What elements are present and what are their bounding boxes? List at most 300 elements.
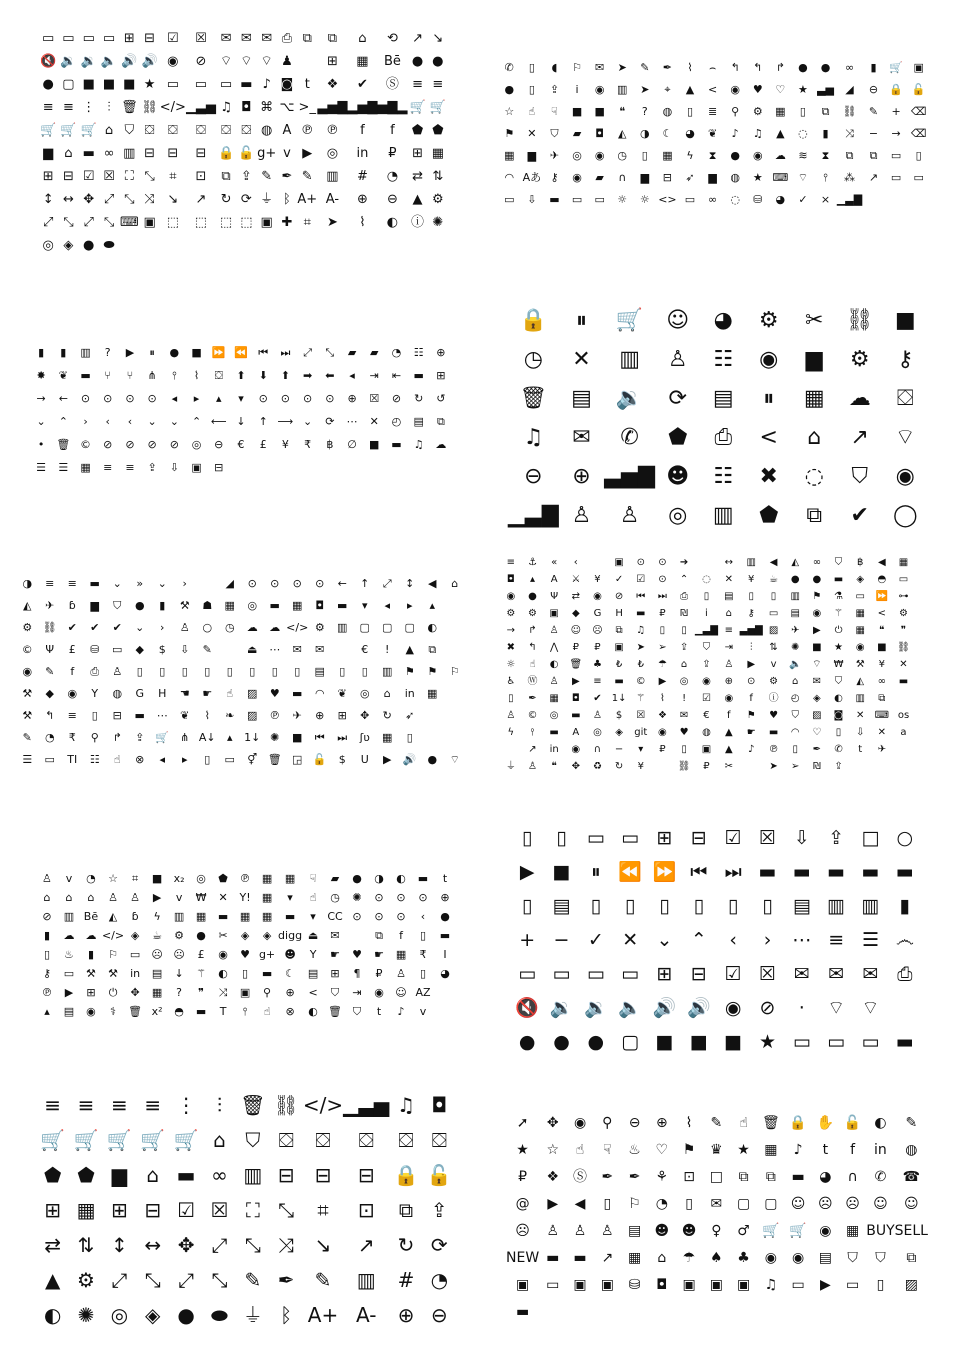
- code-icon: </>: [286, 621, 309, 634]
- user-md-icon: ♙: [549, 624, 559, 636]
- sort-numeric-icon: 1↓: [244, 731, 261, 744]
- scissors-icon: ✂: [218, 928, 228, 942]
- square-icon: ■: [812, 641, 822, 653]
- apps-icon: ▦: [775, 104, 786, 118]
- pencil-icon: ✎: [261, 168, 273, 184]
- square-icon: ■: [292, 731, 303, 744]
- key-icon: ⚷: [747, 607, 755, 619]
- graduation-cap-icon: ▲: [724, 743, 733, 755]
- file-download-icon: ▯: [727, 894, 739, 917]
- quote-icon: ❞: [900, 624, 907, 636]
- sword-icon: ⚔: [571, 573, 581, 585]
- infinity-icon: ∞: [708, 192, 718, 206]
- align-center-icon: ≡: [593, 675, 602, 687]
- spacer-icon: [331, 642, 354, 657]
- copyright-icon: ©: [21, 643, 33, 656]
- more-vertical-icon: ⋮: [176, 1093, 197, 1117]
- copy-icon: ⧉: [327, 30, 338, 46]
- contrast-icon: ◑: [22, 577, 33, 590]
- linkedin-icon: in: [356, 145, 369, 161]
- external-link-icon: ⧉: [428, 643, 437, 656]
- bar-chart-icon: ▃▅▇: [604, 464, 656, 489]
- location-icon: ◉: [812, 607, 822, 619]
- person-icon: ♙: [667, 347, 688, 372]
- facebook-icon: f: [360, 122, 365, 138]
- resize-vertical-icon: ↕: [111, 1233, 128, 1257]
- check-icon: ✓: [587, 928, 604, 951]
- github-icon: ◉: [658, 726, 667, 738]
- chevron-right-icon: ›: [763, 928, 772, 951]
- chevron-down-icon: ⌄: [147, 414, 157, 428]
- signal-icon: ▁▃▅: [343, 1093, 390, 1117]
- tablet-icon: ▯: [406, 731, 413, 744]
- pound-icon: £: [197, 947, 205, 961]
- send-icon: ➤: [769, 760, 778, 772]
- star-icon: ★: [758, 1030, 777, 1053]
- truck-icon: ▬: [614, 675, 624, 687]
- double-chevron-right-icon: »: [136, 577, 144, 590]
- contact-icon: ▣: [682, 1277, 696, 1293]
- dribbble-icon: ◍: [905, 1142, 918, 1158]
- joomla-icon: ✕: [855, 709, 865, 721]
- hierarchy-icon: ⋔: [147, 368, 157, 382]
- envelope-icon: ✉: [330, 928, 340, 942]
- window-add-icon: ⊞: [123, 30, 135, 46]
- car-icon: ▬: [284, 909, 296, 923]
- arrow-circle-icon: ⊙: [396, 890, 406, 904]
- rupee-icon: ₹: [419, 947, 427, 961]
- feather-icon: ✒: [628, 1169, 641, 1185]
- italic-icon: I: [443, 947, 447, 961]
- document-icon: ▤: [712, 386, 734, 411]
- file-code-icon: ▯: [748, 590, 754, 602]
- magic-icon: ⚚: [834, 607, 844, 619]
- align-right-icon: ≡: [62, 99, 74, 115]
- align-justify-icon: ≡: [44, 1093, 62, 1117]
- plug-icon: ⏚: [505, 760, 516, 772]
- target-icon: ◎: [42, 237, 54, 253]
- no-phone-icon: ⊘: [169, 437, 179, 451]
- trash-icon: 🗑: [128, 1004, 143, 1018]
- swap-icon: ⇄: [412, 168, 423, 184]
- graduation-cap-icon: ▲: [724, 726, 733, 738]
- crop-icon: ⌗: [317, 1198, 329, 1222]
- yen-icon: ¥: [748, 573, 755, 585]
- align-center-icon: ≡: [42, 99, 54, 115]
- terminal-icon: >_: [298, 99, 316, 115]
- hashtag-icon: #: [397, 1268, 415, 1292]
- volume-up-icon: 🔉: [549, 996, 574, 1019]
- ticket-icon: ▰: [347, 345, 357, 359]
- tint-icon: ●: [352, 871, 362, 885]
- heart-icon: ♡: [655, 1142, 669, 1158]
- notebook-icon: ▤: [571, 386, 592, 411]
- minus-circle-icon: ⊖: [868, 82, 879, 96]
- monitor-upload-icon: ⇪: [828, 826, 845, 849]
- share-icon: <: [759, 425, 778, 450]
- bomb-icon: ●: [134, 599, 145, 612]
- beach-icon: ☂: [682, 1250, 696, 1266]
- keyboard-icon: ⌨: [772, 170, 789, 184]
- trend-up-icon: ↗: [412, 30, 423, 46]
- waves-icon: ≋: [798, 148, 808, 162]
- money-icon: ▬: [134, 709, 145, 722]
- eye-icon: ◉: [724, 692, 734, 704]
- drops-icon: ⁂: [844, 170, 856, 184]
- youtube-icon: ▶: [302, 145, 313, 161]
- basket-check-icon: ⛋: [221, 122, 232, 138]
- battery-half-icon: ▭: [219, 76, 233, 92]
- send-o-icon: ➢: [658, 641, 667, 653]
- media-icon: ▣: [709, 1277, 723, 1293]
- file-video-icon: ▯: [339, 665, 346, 678]
- facebook-icon: f: [70, 665, 75, 678]
- check-square-icon: ☑: [177, 1198, 196, 1222]
- globe-icon: ◍: [662, 104, 673, 118]
- yen-icon: ¥: [594, 573, 601, 585]
- external-link-icon: ⧉: [375, 928, 383, 942]
- anchor-icon: ⚓: [528, 556, 537, 568]
- arrow-up-circle-icon: ⊙: [247, 577, 257, 590]
- chat-dots-icon: ●: [432, 53, 444, 69]
- map-icon: ▥: [617, 82, 628, 96]
- monitor-check-icon: ☑: [724, 826, 742, 849]
- pen-icon: ✒: [281, 168, 293, 184]
- music-icon: ♪: [731, 126, 739, 140]
- car-icon: ▬: [337, 599, 348, 612]
- arrow-up-icon: ⬆: [236, 368, 246, 382]
- phone-icon: ✆: [504, 60, 514, 74]
- arrow-down-right-icon: ↘: [167, 191, 179, 207]
- forward-icon: ↱: [775, 60, 785, 74]
- crop-icon: ⌗: [303, 214, 311, 230]
- refresh-icon: ↻: [414, 391, 424, 405]
- icon-sheet-panel-5: [16, 576, 466, 767]
- arrow-left-circle-icon: ←: [58, 391, 68, 405]
- gauge-icon: ◠: [504, 170, 515, 184]
- file-excel-icon: ▯: [770, 590, 777, 602]
- key-icon: ⚷: [550, 170, 559, 184]
- trash-icon: 🗑: [240, 1093, 266, 1117]
- print-icon: ⎙: [281, 30, 293, 46]
- linkedin-icon: in: [404, 687, 415, 700]
- area-chart-icon: ◢: [225, 577, 234, 590]
- calculator-icon: ▦: [898, 556, 909, 568]
- mail-forward-icon: ↱: [528, 624, 537, 636]
- yen-icon: ¥: [878, 658, 886, 670]
- life-ring-icon: ◎: [359, 687, 370, 700]
- pen-icon: ✒: [277, 1268, 295, 1292]
- group-icon: ☻: [666, 464, 690, 489]
- basket-icon: ⛋: [214, 368, 223, 382]
- bookmark-icon: ▮: [38, 345, 45, 359]
- caret-right-square-icon: ▸: [181, 753, 188, 766]
- chat-minus-icon: ⊖: [430, 1303, 448, 1327]
- gift-icon: ▣: [549, 607, 559, 619]
- wifi-icon: ⌔: [260, 53, 273, 69]
- stop-circle-icon: ■: [552, 860, 571, 883]
- growth-chart-icon: ↗: [850, 425, 869, 450]
- euro-icon: €: [237, 437, 245, 451]
- puzzle-icon: ✥: [130, 985, 140, 999]
- trash-icon: 🗑: [328, 1004, 343, 1018]
- stethoscope-icon: ⚕: [110, 1004, 117, 1018]
- clone-icon: ⧉: [765, 1169, 776, 1185]
- spotify-icon: ◎: [326, 145, 339, 161]
- buy-tag-icon: BUY: [866, 1223, 895, 1239]
- stop-icon: ■: [151, 871, 163, 885]
- plane-icon: ✈: [292, 709, 302, 722]
- bag-icon: ▆: [640, 170, 650, 184]
- cc-icon: CC: [327, 909, 343, 923]
- spacer-icon: [893, 743, 915, 756]
- palette-icon: ◕: [685, 126, 695, 140]
- sliders-icon: ⫶: [749, 641, 753, 653]
- camera-icon: ◘: [431, 1093, 448, 1117]
- align-left-icon: ≡: [77, 1093, 95, 1117]
- woman-icon: ☻: [654, 1223, 670, 1239]
- bookmark-icon: ▮: [159, 599, 166, 612]
- unlock-icon: 🔓: [238, 145, 255, 161]
- briefcase-icon: ▆: [43, 145, 54, 161]
- chevron-right-icon: ›: [182, 577, 187, 590]
- random-icon: ⤨: [218, 985, 228, 999]
- calendar-icon: ▦: [549, 692, 559, 704]
- x-icon: ×: [820, 192, 831, 206]
- tree-icon: ♣: [592, 658, 602, 670]
- pine-tree-icon: ♠: [710, 1250, 723, 1266]
- save-icon: ▣: [515, 1277, 530, 1293]
- arrow-right-icon: →: [506, 624, 516, 636]
- twitter-icon: ♪: [397, 1004, 405, 1018]
- file-icon: ▯: [686, 104, 694, 118]
- star-half-icon: ☆: [108, 871, 118, 885]
- apple-icon: [297, 53, 317, 69]
- circle-icon: ○: [202, 621, 213, 634]
- arrow-right-icon: ➡: [303, 368, 313, 382]
- subscript-icon: x₂: [173, 871, 185, 885]
- database-icon: ⛁: [628, 1277, 641, 1293]
- crop-square-icon: ⊡: [357, 1198, 375, 1222]
- credit-card-icon: ▬: [546, 1250, 560, 1266]
- user-icon: ♙: [724, 658, 734, 670]
- ticket-icon: ▰: [572, 126, 582, 140]
- fast-backward-icon: ⏮: [636, 590, 646, 602]
- inbox-upload-icon: ⊟: [357, 1163, 375, 1187]
- flag-icon: ⚐: [108, 947, 118, 961]
- female-icon: ♙: [619, 503, 640, 528]
- magic-icon: ⚚: [636, 692, 646, 704]
- share-icon: ↱: [112, 731, 122, 744]
- exclamation-icon: !: [682, 692, 687, 704]
- export-icon: ⇪: [549, 82, 560, 96]
- bookmark-icon: ▮: [899, 894, 911, 917]
- record-icon: ◉: [752, 148, 763, 162]
- send-icon: ➤: [636, 641, 645, 653]
- book-icon: ▥: [80, 345, 91, 359]
- flag-icon: ⚑: [504, 126, 515, 140]
- calendar-icon: ▦: [292, 599, 303, 612]
- circle-play-icon: ▶: [658, 675, 667, 687]
- microphone-icon: ▯: [792, 743, 798, 755]
- laugh-icon: ☺: [904, 1196, 919, 1212]
- toggle-on-icon: ◐: [308, 1004, 318, 1018]
- bank-icon: ⌂: [792, 675, 799, 687]
- tools-icon: ✕: [527, 126, 537, 140]
- chevron-circle-left-icon: ⊙: [396, 909, 406, 923]
- bell-icon: ◭: [856, 675, 865, 687]
- fax-icon: ⎙: [90, 665, 100, 678]
- cloud-icon: ☁: [435, 437, 447, 451]
- folder-icon: ▬: [80, 368, 91, 382]
- reply-icon: ↰: [730, 60, 740, 74]
- trash-icon: 🗑: [56, 437, 71, 451]
- monitor-download-icon: ⇩: [793, 826, 810, 849]
- compass-icon: ◐: [386, 214, 399, 230]
- ruble-icon: ₽: [594, 641, 601, 653]
- icon-sheet-panel-7: [36, 871, 456, 1018]
- inbox-download-icon: ⊟: [314, 1163, 332, 1187]
- file-close-icon: ▯: [693, 894, 705, 917]
- notes-icon: ⧉: [806, 503, 823, 528]
- link-icon: ⛓: [842, 104, 857, 118]
- thumbs-up-icon: ☝: [309, 890, 317, 904]
- sliders-icon: ⫶: [107, 99, 111, 115]
- icon-sheet-panel-9: [36, 1093, 456, 1327]
- resize-icon: ⤡: [144, 168, 155, 184]
- building-icon: ▦: [395, 947, 407, 961]
- bell-icon: ◭: [23, 599, 32, 612]
- window-icon: ▭: [62, 30, 75, 46]
- star-icon: ★: [798, 82, 808, 96]
- skip-back-circle-icon: ⏮: [690, 860, 708, 883]
- battery-empty-icon: ▭: [594, 192, 605, 206]
- hand-icon: ☝: [226, 687, 234, 700]
- mail-icon: ✉: [812, 675, 822, 687]
- comment-icon: ▢: [382, 621, 393, 634]
- download-icon: ⇩: [527, 192, 537, 206]
- camera-icon: ◘: [595, 126, 604, 140]
- spacer-icon: [346, 928, 368, 942]
- wifi-icon: ⌔: [812, 658, 822, 670]
- chats-icon: ■: [894, 308, 916, 333]
- desktop-icon: ▭: [898, 573, 909, 585]
- grid-solid-icon: ▦: [76, 1198, 96, 1222]
- caret-square-down-icon: ▾: [287, 890, 293, 904]
- chart-icon: ▃▅: [817, 82, 834, 96]
- facebook-square-icon: f: [390, 122, 395, 138]
- hourglass-icon: ⧗: [821, 148, 830, 162]
- tools-icon: ✕: [572, 347, 591, 372]
- tiktok-icon: ♪: [748, 743, 755, 755]
- wrench-icon: ⚒: [855, 658, 865, 670]
- comment-icon: ■: [594, 104, 605, 118]
- steam-icon: ◉: [86, 1004, 96, 1018]
- plus-circle-icon: ⊕: [397, 1303, 415, 1327]
- eye-off-icon: ⊘: [759, 996, 776, 1019]
- spacer-icon: [914, 675, 936, 688]
- user-secret-icon: ♙: [592, 709, 602, 721]
- airplane-icon: ✈: [549, 148, 560, 162]
- tablet-icon: ▯: [508, 692, 514, 704]
- facebook-icon: f: [727, 709, 731, 721]
- satellite-icon: ⚐: [628, 1196, 641, 1212]
- double-chevron-down-icon: ⌄: [112, 577, 122, 590]
- leaf-icon: ❦: [58, 368, 68, 382]
- building-icon: ▦: [224, 599, 235, 612]
- thermometer-icon: ⫯: [530, 726, 535, 738]
- eject-icon: ⏏: [247, 643, 258, 656]
- qq-icon: ♙: [506, 709, 516, 721]
- map-icon: ▥: [712, 503, 734, 528]
- book-open-icon: ▥: [827, 894, 846, 917]
- video-icon: ▶: [152, 890, 162, 904]
- loading-icon: ✺: [432, 214, 444, 230]
- lock-icon: 🔒: [393, 1163, 419, 1187]
- fast-forward-icon: ⏭: [657, 590, 667, 602]
- ruble-icon: ₽: [703, 760, 710, 772]
- new-tag-icon: NEW: [506, 1250, 540, 1266]
- close-icon: ✕: [369, 414, 379, 428]
- file-text-icon: ▤: [552, 894, 571, 917]
- circle-dot-icon: ◉: [702, 675, 711, 687]
- ruble-icon: ₽: [659, 743, 666, 755]
- circle-plus-icon: ⊕: [724, 675, 734, 687]
- thumbs-up-icon: ☝: [529, 658, 536, 670]
- sun-icon: ☼: [506, 658, 516, 670]
- mobile-icon: ▯: [528, 60, 535, 74]
- check-icon: ✓: [798, 192, 808, 206]
- volume-down-icon: 🔉: [583, 996, 608, 1019]
- arrow-down-circle-icon: ⊙: [270, 577, 280, 590]
- gamepad-icon: ⊶: [898, 590, 909, 602]
- eye-icon: ◉: [167, 53, 179, 69]
- hand-right-icon: ☛: [374, 947, 384, 961]
- paypal-icon: ₽: [375, 966, 383, 980]
- info-icon: i: [705, 607, 708, 619]
- calendar-icon: ▦: [803, 386, 825, 411]
- trash-icon: 🗑: [519, 386, 548, 411]
- reply-all-icon: ↰: [753, 60, 763, 74]
- drop-icon: ●: [177, 1303, 195, 1327]
- group-icon: ☻: [284, 947, 296, 961]
- lock-icon: 🔒: [789, 1115, 807, 1131]
- file-pdf-icon: ▯: [271, 665, 278, 678]
- credit-card-icon: ▬: [833, 573, 844, 585]
- arrow-up-icon: ⬆: [280, 368, 291, 382]
- bluetooth-icon: ᛒ: [280, 1303, 293, 1327]
- briefcase-icon: ▆: [527, 148, 537, 162]
- dropbox-icon: ❖: [657, 709, 667, 721]
- upload-icon: ⇪: [702, 658, 711, 670]
- plug-icon: ⏚: [260, 191, 274, 207]
- ipod-icon: ▯: [876, 1277, 885, 1293]
- close-icon: ✕: [724, 573, 734, 585]
- edit-icon: ✎: [868, 104, 879, 118]
- presentation-icon: ⌂: [358, 30, 367, 46]
- collapse-diagonal-icon: ⤡: [144, 1268, 161, 1292]
- check-circle-icon: ✔: [593, 692, 602, 704]
- inbox-icon: ⊟: [277, 1163, 295, 1187]
- paperclip-icon: ⌇: [359, 214, 366, 230]
- gear-icon: ⚙: [769, 675, 779, 687]
- pause-circle-icon: ⏸: [591, 860, 601, 883]
- music-icon: ♫: [636, 624, 646, 636]
- codepen-icon: ◈: [813, 692, 821, 704]
- chevron-left-icon: ‹: [105, 414, 110, 428]
- star-icon: ★: [752, 170, 763, 184]
- trash-icon: 🗑: [267, 753, 282, 766]
